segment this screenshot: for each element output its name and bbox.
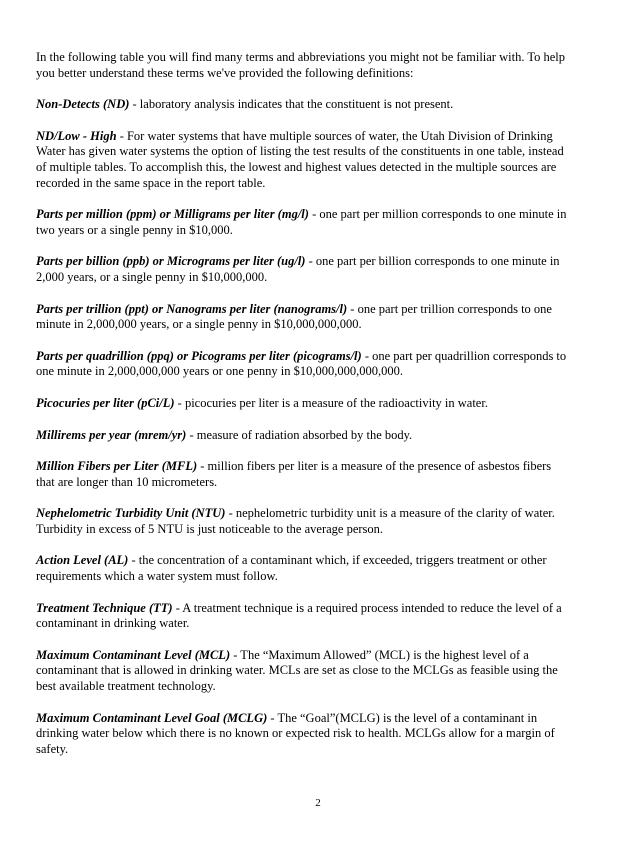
definition-term: Maximum Contaminant Level Goal (MCLG) (36, 710, 268, 725)
page-content (36, 50, 572, 773)
definition-action-level (36, 553, 572, 584)
definition-text: - picocuries per liter is a measure of the radioactivity in water. (174, 395, 488, 410)
definition-ntu (36, 506, 572, 537)
definition-term: Treatment Technique (TT) (36, 600, 173, 615)
definition-non-detects (36, 97, 572, 113)
definition-term: Parts per billion (ppb) or Micrograms per liter (ug/l) (36, 254, 306, 269)
definition-term: Millirems per year (mrem/yr) (36, 427, 187, 442)
definition-nd-low-high (36, 129, 572, 191)
definition-term: Non-Detects (ND) (36, 97, 130, 112)
definition-term: Million Fibers per Liter (MFL) (36, 459, 198, 474)
definition-mclg (36, 711, 572, 758)
definition-ppq (36, 349, 572, 380)
definition-term: ND/Low - High (36, 128, 117, 143)
definition-text: - measure of radiation absorbed by the body. (186, 427, 413, 442)
definition-millirems (36, 428, 572, 444)
definition-ppt (36, 302, 572, 333)
definition-ppm (36, 207, 572, 238)
definition-mfl (36, 459, 572, 490)
definition-term: Parts per quadrillion (ppq) or Picograms per liter (picograms/l) (36, 348, 362, 363)
definition-text: - The “Goal”(MCLG) is the level of a contaminant in drinking water below which there is no known or expected risk to health. MCLGs allow for a margin of safety. (36, 710, 555, 756)
definition-term: Action Level (AL) (36, 553, 129, 568)
definition-text: - million fibers per liter is a measure of the presence of asbestos fibers that are longer than 10 micrometers. (36, 459, 552, 489)
definition-term: Picocuries per liter (pCi/L) (36, 395, 175, 410)
definition-mcl (36, 648, 572, 695)
intro-paragraph: In the following table you will find many terms and abbreviations you might not be familiar with. To help you better understand these terms we've provided the following definitions: (36, 50, 566, 80)
definition-text: - laboratory analysis indicates that the constituent is not present. (129, 97, 454, 112)
definition-text: - one part per quadrillion corresponds to one minute in 2,000,000,000 years or one penny in $10,000,000,000,000. (36, 348, 567, 379)
definition-text: - For water systems that have multiple sources of water, the Utah Division of Drinking Water has given water systems the option of listing the test results of the constituents in one table, instead of multiple tables. To accomplish this, the lowest and highest values detected in the multiple sources are recorded in the same space in the report table. (36, 128, 564, 190)
definition-ppb (36, 254, 572, 285)
definition-term: Parts per trillion (ppt) or Nanograms per liter (nanograms/l) (36, 301, 348, 316)
definition-picocuries (36, 396, 572, 412)
definition-term: Parts per million (ppm) or Milligrams per liter (mg/l) (36, 207, 309, 222)
definition-text: - nephelometric turbidity unit is a measure of the clarity of water. Turbidity in excess of 5 NTU is just noticeable to the average person. (36, 506, 555, 536)
definition-treatment-technique (36, 601, 572, 632)
definition-text: - The “Maximum Allowed” (MCL) is the highest level of a contaminant that is allowed in drinking water. MCLs are set as close to the MCLGs as feasible using the best available treatment technology. (36, 647, 558, 694)
definition-term: Nephelometric Turbidity Unit (NTU) (36, 506, 226, 521)
definition-term: Maximum Contaminant Level (MCL) (36, 647, 231, 662)
definition-text: - one part per billion corresponds to one minute in 2,000 years, or a single penny in $10,000,000. (36, 254, 560, 284)
definition-text: - A treatment technique is a required process intended to reduce the level of a contaminant in drinking water. (36, 600, 562, 631)
definition-text: - the concentration of a contaminant which, if exceeded, triggers treatment or other requirements which a water system must follow. (36, 553, 547, 584)
page-number: 2 (315, 797, 321, 809)
definition-text: - one part per trillion corresponds to one minute in 2,000,000 years, or a single penny in $10,000,000,000. (36, 301, 552, 332)
definition-text: - one part per million corresponds to one minute in two years or a single penny in $10,000. (36, 207, 567, 237)
